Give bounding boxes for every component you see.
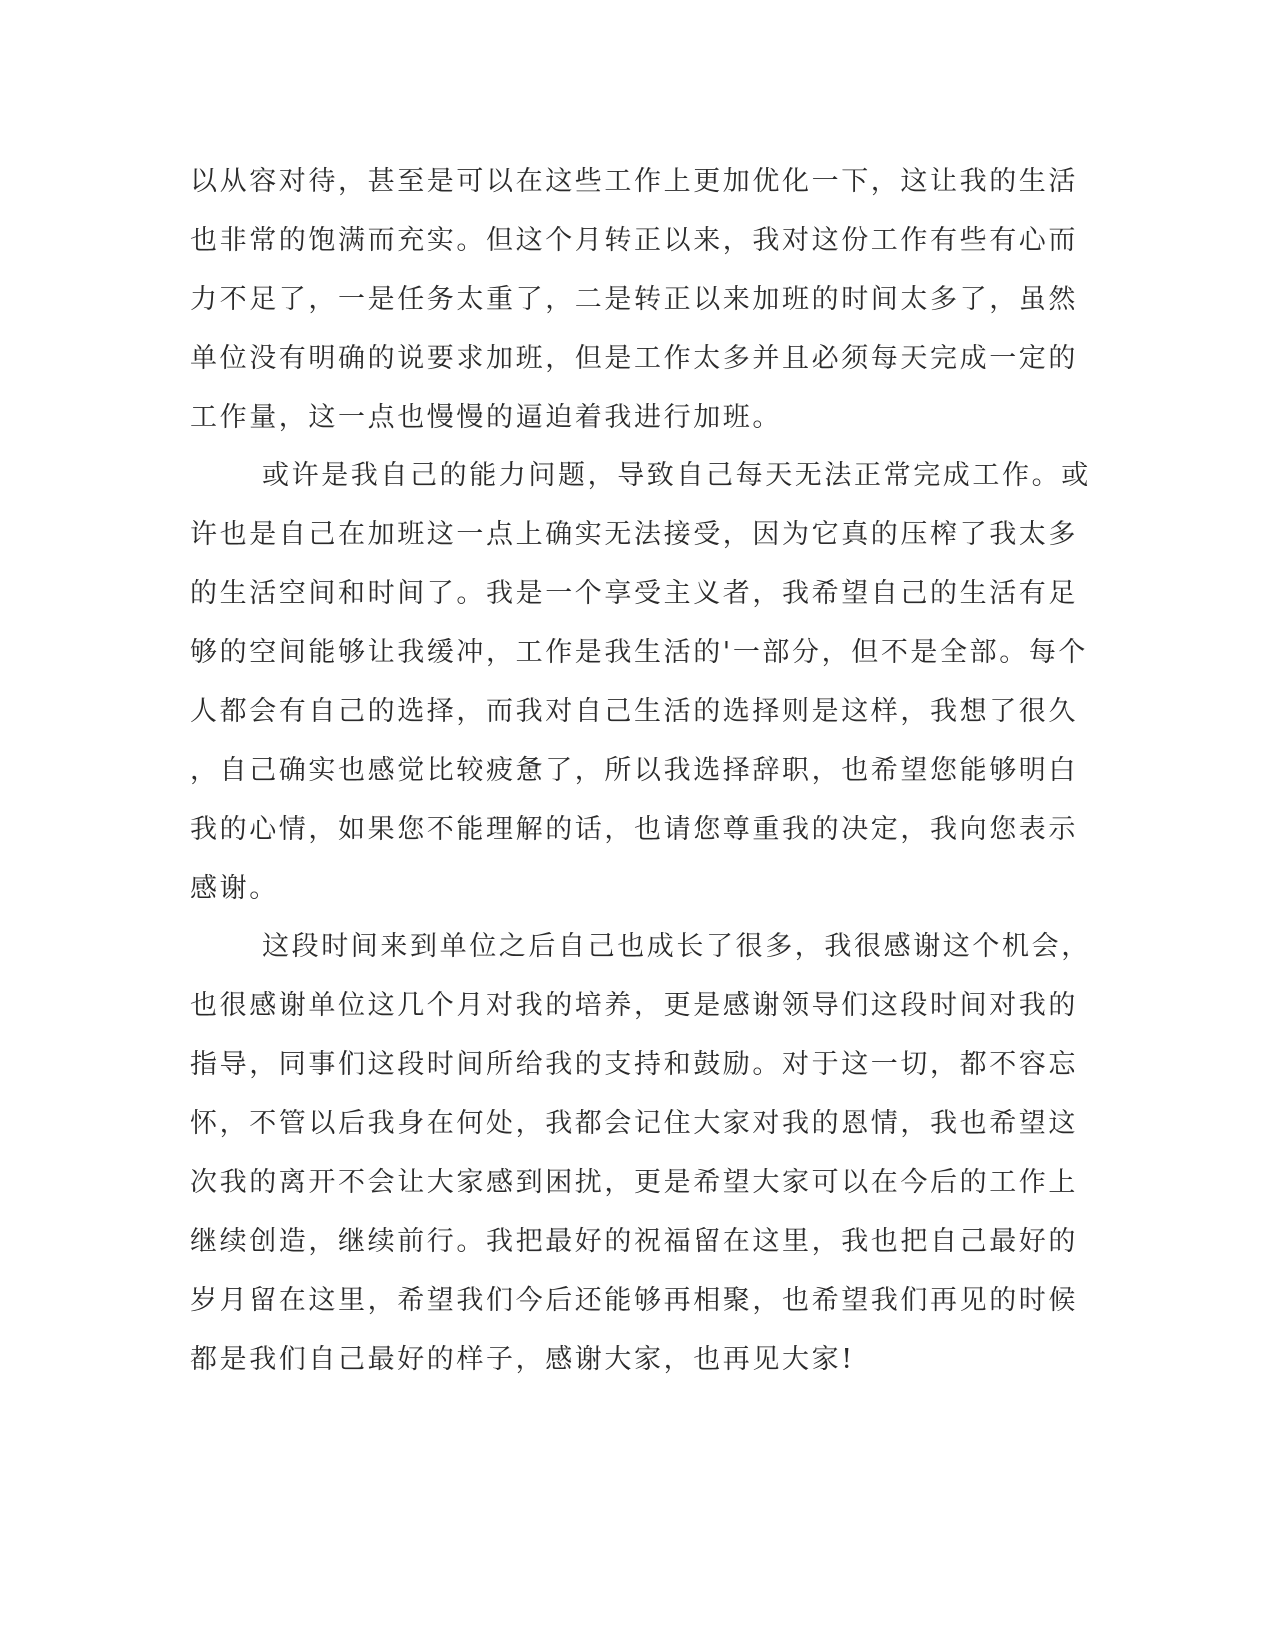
text-line: ，自己确实也感觉比较疲惫了，所以我选择辞职，也希望您能够明白 (190, 755, 1078, 786)
text-line: 以从容对待，甚至是可以在这些工作上更加优化一下，这让我的生活 (190, 166, 1078, 197)
text-line: 单位没有明确的说要求加班，但是工作太多并且必须每天完成一定的 (190, 343, 1078, 374)
text-line: 许也是自己在加班这一点上确实无法接受，因为它真的压榨了我太多 (190, 519, 1078, 550)
text-line: 也很感谢单位这几个月对我的培养，更是感谢领导们这段时间对我的 (190, 990, 1078, 1021)
text-line: 也非常的饱满而充实。但这个月转正以来，我对这份工作有些有心而 (190, 225, 1078, 256)
text-line: 的生活空间和时间了。我是一个享受主义者，我希望自己的生活有足 (190, 578, 1078, 609)
text-line: 工作量，这一点也慢慢的逼迫着我进行加班。 (190, 402, 782, 433)
text-line: 岁月留在这里，希望我们今后还能够再相聚，也希望我们再见的时候 (190, 1285, 1078, 1316)
text-line: 感谢。 (190, 873, 279, 904)
text-line: 继续创造，继续前行。我把最好的祝福留在这里，我也把自己最好的 (190, 1226, 1078, 1257)
text-line: 次我的离开不会让大家感到困扰，更是希望大家可以在今后的工作上 (190, 1167, 1078, 1198)
text-line: 够的空间能够让我缓冲，工作是我生活的'一部分，但不是全部。每个 (190, 637, 1089, 668)
paragraph-first-line: 或许是我自己的能力问题，导致自己每天无法正常完成工作。或 (262, 460, 1091, 491)
paragraph-first-line: 这段时间来到单位之后自己也成长了很多，我很感谢这个机会， (262, 931, 1091, 962)
text-line: 力不足了，一是任务太重了，二是转正以来加班的时间太多了，虽然 (190, 284, 1078, 315)
text-line: 我的心情，如果您不能理解的话，也请您尊重我的决定，我向您表示 (190, 814, 1078, 845)
text-line: 指导，同事们这段时间所给我的支持和鼓励。对于这一切，都不容忘 (190, 1049, 1078, 1080)
text-line: 人都会有自己的选择，而我对自己生活的选择则是这样，我想了很久 (190, 696, 1078, 727)
text-line: 怀，不管以后我身在何处，我都会记住大家对我的恩情，我也希望这 (190, 1108, 1078, 1139)
text-line: 都是我们自己最好的样子，感谢大家，也再见大家! (190, 1344, 855, 1375)
